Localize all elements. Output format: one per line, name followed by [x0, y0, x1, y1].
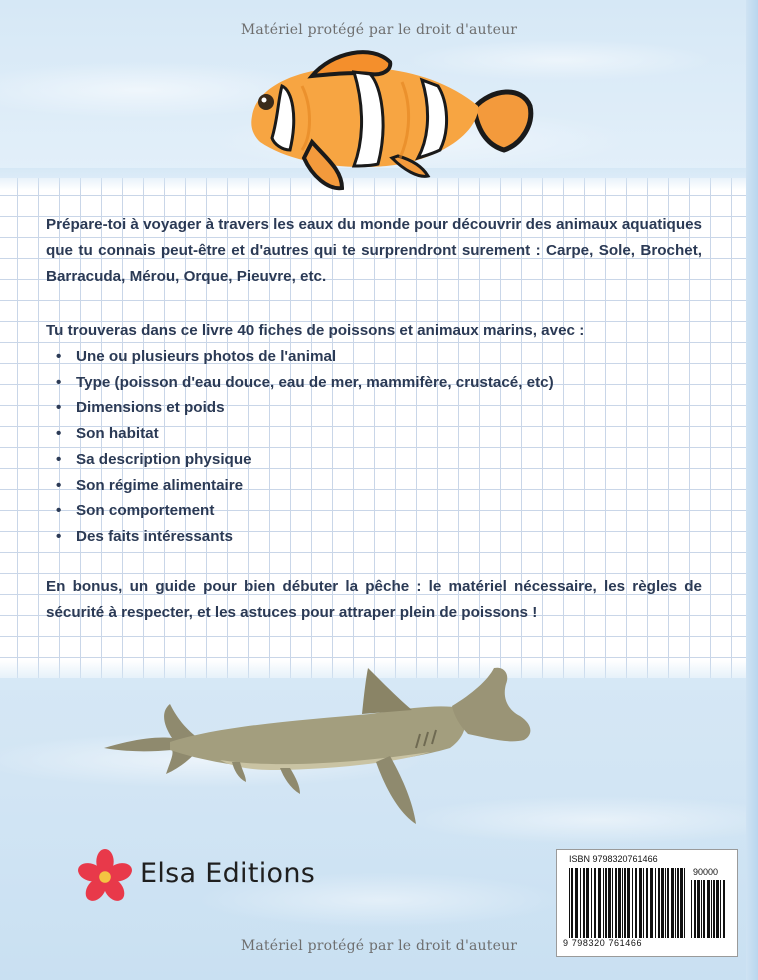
bonus-paragraph: En bonus, un guide pour bien débuter la pêche : le matériel nécessaire, les règles de sécurité à respecter, et les astuces pour attraper plein de poissons ! — [46, 577, 702, 621]
clownfish-illustration — [242, 46, 534, 196]
list-item: • Une ou plusieurs photos de l'animal — [76, 344, 702, 370]
barcode-addon-bars — [691, 880, 729, 938]
copyright-watermark-top: Matériel protégé par le droit d'auteur — [240, 22, 518, 38]
price-code: 90000 — [693, 867, 719, 877]
list-item: • Son comportement — [76, 498, 702, 524]
features-title: Tu trouveras dans ce livre 40 fiches de poissons et animaux marins, avec : — [46, 322, 585, 339]
flower-icon — [76, 848, 134, 906]
cover-edge — [746, 0, 758, 980]
barcode-bars — [569, 868, 685, 938]
publisher-logo — [76, 848, 326, 908]
features-list — [46, 344, 702, 550]
list-item: • Dimensions et poids — [76, 395, 702, 421]
isbn-digits: 9 798320 761466 — [563, 938, 643, 948]
intro-paragraph: Prépare-toi à voyager à travers les eaux du monde pour découvrir des animaux aquatiques que tu connais peut-être et d'autres qui te surprendront surement : Carpe, Sole, Brochet, Barracuda, Mérou, Orque, Pieuvre, etc. — [46, 216, 702, 285]
list-item: • Type (poisson d'eau douce, eau de mer, mammifère, crustacé, etc) — [76, 370, 702, 396]
list-item: • Des faits intéressants — [76, 524, 702, 550]
list-item: • Son régime alimentaire — [76, 473, 702, 499]
hammerhead-shark-illustration — [100, 664, 540, 844]
list-item: • Sa description physique — [76, 447, 702, 473]
list-item: • Son habitat — [76, 421, 702, 447]
copyright-watermark-bottom: Matériel protégé par le droit d'auteur — [240, 938, 518, 954]
publisher-name: Elsa Editions — [140, 858, 316, 889]
isbn-label: ISBN 9798320761466 — [569, 854, 658, 864]
description-text — [46, 212, 702, 626]
